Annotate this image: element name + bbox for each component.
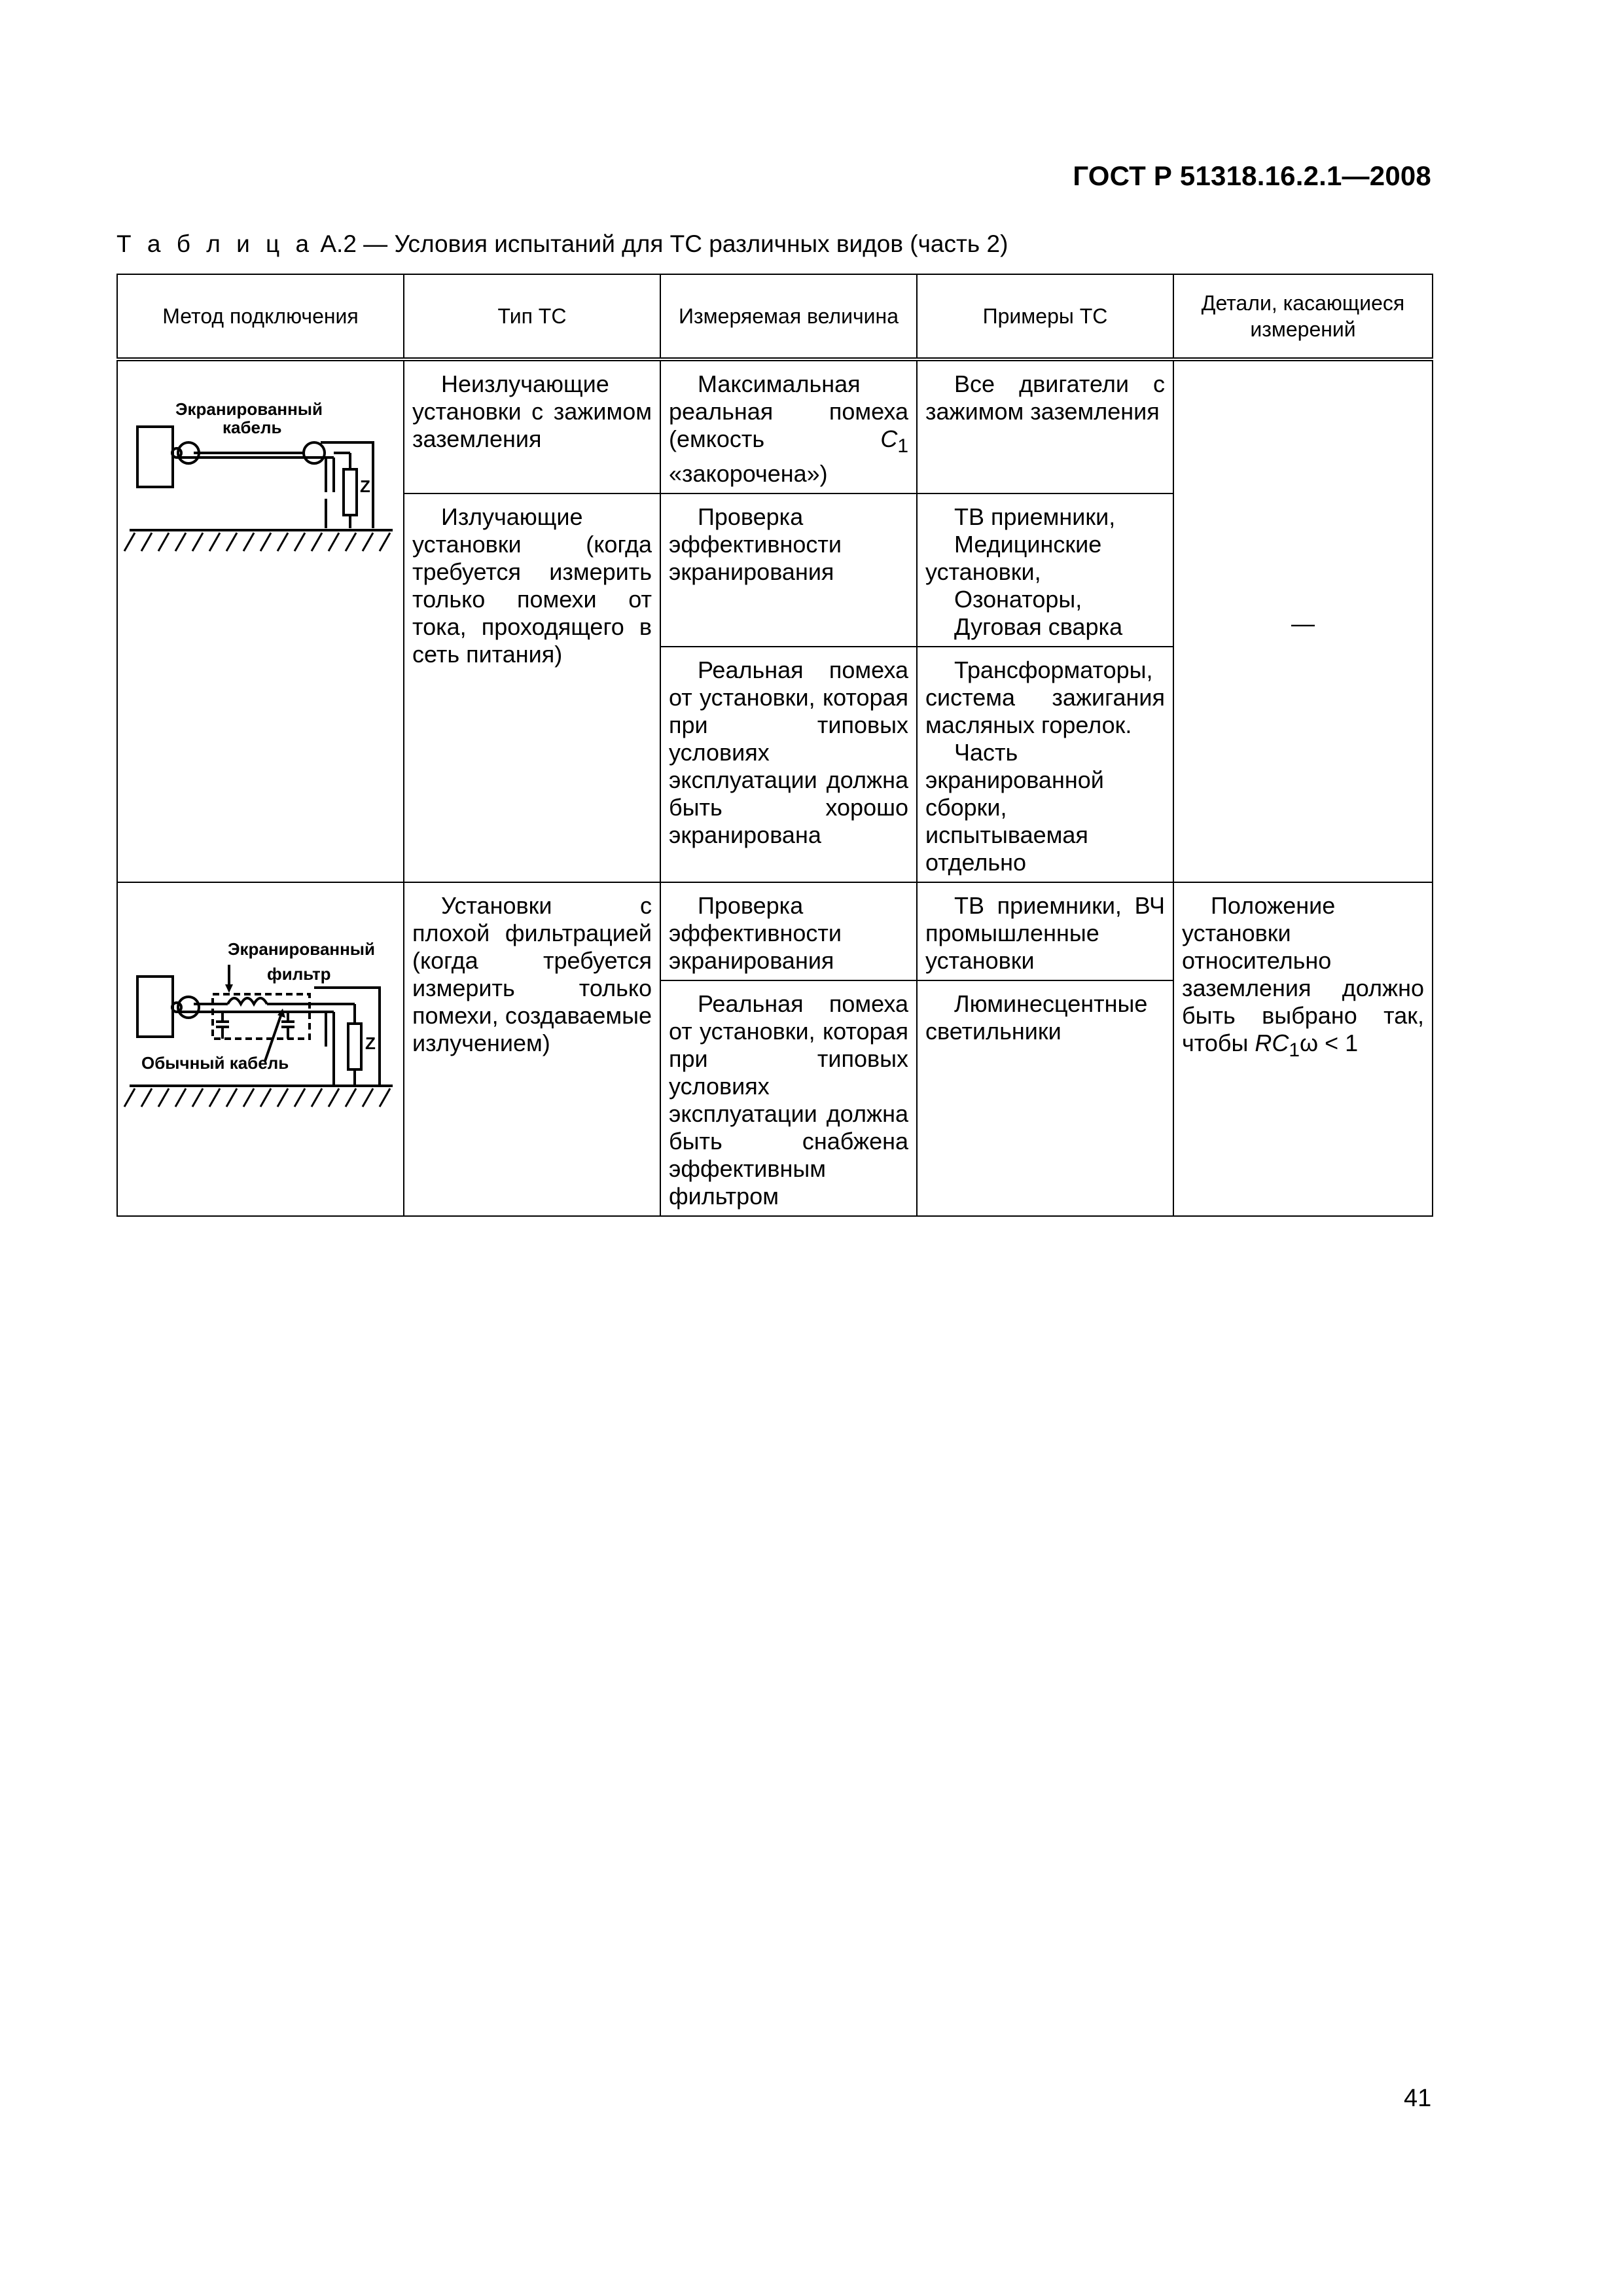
example-line: ТВ приемники, [954,503,1116,531]
details-text: Положение установки относительно заземления должно быть выбрано так, чтобы [1182,892,1424,1057]
example-cell: Все двигатели с зажимом заземления [917,359,1173,493]
example-line: Озонаторы, [954,586,1082,613]
rc-subscript: 1 [1289,1039,1300,1062]
diagram-cell-shielded-filter [117,882,404,1216]
value-cell: Реальная помеха от установки, которая при типовых условиях эксплуатации должна быть хорошо экранирована [660,647,917,882]
header-cell: Детали, касающиеся измерений [1173,274,1433,359]
example-cell: Люминесцентные светильники [917,980,1173,1216]
diagram-label-shielded: Экранированный [228,939,375,960]
capacitance-symbol: C [880,425,898,452]
header-cell: Метод подключения [117,274,404,359]
value-cell: Проверка эффективности экранирования [660,493,917,647]
test-conditions-table [116,274,1433,1217]
table-row [117,882,1433,980]
diagram-label-z: Z [365,1033,376,1054]
table-header-row [117,274,1433,359]
value-text: «закорочена») [669,460,828,488]
example-cell [917,647,1173,882]
page-number: 41 [1404,2085,1432,2112]
example-paragraph: Часть экранированной сборки, испытываемая отдельно [925,739,1104,876]
type-cell: Установки с плохой фильтрацией (когда требуется измерить только помехи, создаваемые излучением) [404,882,660,1216]
capacitance-subscript: 1 [897,435,908,457]
example-line: Дуговая сварка [954,613,1123,641]
table-caption [116,230,1008,258]
caption-label: Т а б л и ц а [116,230,314,257]
example-cell: ТВ приемники, ВЧ промышленные установки [917,882,1173,980]
header-cell: Примеры ТС [917,274,1173,359]
shielded-filter-diagram [118,883,403,1185]
shielded-cable-diagram [118,361,403,813]
example-cell [917,493,1173,647]
diagram-label-z: Z [360,476,370,496]
table-row [117,359,1433,493]
header-cell: Тип ТС [404,274,660,359]
diagram-cell-shielded-cable [117,359,404,882]
caption-title: А.2 — Условия испытаний для ТС различных видов (часть 2) [313,230,1008,257]
diagram-label-shielded: Экранированный [175,399,323,419]
details-cell [1173,882,1433,1216]
diagram-label-cable: кабель [223,418,282,437]
value-cell [660,359,917,493]
value-text: Максимальная реальная помеха (емкость [669,370,908,452]
details-cell: — [1173,359,1433,882]
details-text: ω < 1 [1300,1030,1359,1057]
type-cell: Неизлучающие установки с зажимом заземления [404,359,660,493]
value-cell: Проверка эффективности экранирования [660,882,917,980]
diagram-label-filter: фильтр [267,964,331,984]
document-id: ГОСТ Р 51318.16.2.1—2008 [1073,160,1431,191]
example-paragraph: Трансформаторы, система зажигания масляных горелок. [925,656,1165,739]
example-line: Медицинские установки, [925,531,1102,586]
value-cell: Реальная помеха от установки, которая при типовых условиях эксплуатации должна быть снабжена эффективным фильтром [660,980,917,1216]
header-cell: Измеряемая величина [660,274,917,359]
diagram-label-ordinary-cable: Обычный кабель [141,1053,289,1073]
rc-symbol: RC [1255,1030,1289,1057]
type-cell: Излучающие установки (когда требуется измерить только помехи от тока, проходящего в сеть питания) [404,493,660,882]
